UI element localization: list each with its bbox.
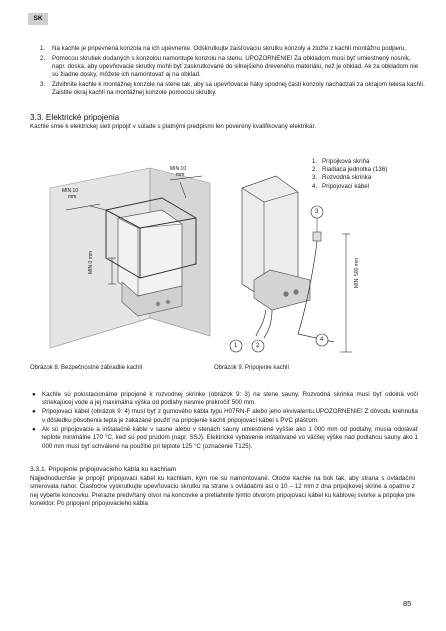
bullet-item: ● Ak sú pripojovacie a inštalačné káble v saune alebo v stenách sauny umiestnené vyššie ako 1 000 mm od podlahy, musia odolávať teplote minimálne 170 °C, keď sú pod prúdom (napr. SSJ). Elektrické vybavenie inštalované vo väčšej výške nad podlahou sauny ako 1 000 mm musí byť schválené na použitie pri teplote 125 °C (označenie T125).	[32, 425, 418, 450]
callout-3: 3	[315, 209, 319, 215]
requirements-list	[30, 391, 418, 452]
subsection-title: 3.3.1. Pripojenie pripojovacieho kábla ku kachliam	[30, 466, 177, 473]
step-number: 3.	[40, 81, 46, 88]
section-paragraph: Kachle smie k elektrickej sieti pripojiť v súlade s platnými predpismi len poverený kvalifikovaný elektrikár.	[30, 123, 317, 130]
bullet-item: ● Kachle sú polostacionárne pripojené k rozvodnej skrinke (obrázok 9: 3) na stene sauny. Rozvodná skrinka musí byť odolná voči striekajúcej vode a jej maximálna výška od podlahy nesmie prekročiť 500 mm.	[32, 391, 418, 407]
safety-rail-drawing	[30, 158, 220, 356]
figure-8-caption: Obrázok 8. Bezpečnostné zábradlie kachlí	[30, 365, 143, 371]
dimension-label-height: MIN. 500 mm	[354, 257, 360, 288]
step-text: Zdvihnite kachle k montážnej konzole na stene tak, aby sa upevňovacie háky spodnej časti konzoly nachádzali za okrajom telesa kachlí. Zaistite okraj kachlí na montážnej konzole pomocou skrutky.	[52, 81, 425, 97]
step-text: Na kachle je pripevnená konzola na ich upevnenie. Odskrutkujte zaisťovaciu skrutku konzoly a zložte z kachlí montážnu podperu.	[52, 45, 407, 52]
step-number: 1.	[40, 45, 46, 52]
dimension-label-right: MIN 10 mm	[170, 166, 187, 178]
section-title: 3.3. Elektrické pripojenia	[30, 113, 120, 122]
page-number: 85	[403, 599, 412, 608]
dimension-label-left: MIN 10 mm	[62, 188, 79, 200]
step-text: Pomocou skrutiek dodaných s konzolou namontujte konzolu na stenu. UPOZORNENIE! Za obkladom musí byť umiestnený nosník, napr. doska, aby upevňovacie skrutky mohli byť zaskrutkované do silnejšieho dreveného materiálu, než je obklad. Ak za obkladom nie sú žiadne dosky, môžete ich namontovať aj na obklad.	[52, 54, 419, 79]
figure-safety-rail	[30, 158, 220, 356]
language-tab: SK	[28, 13, 48, 25]
legend-item: 3. Rozvodná skrinka	[312, 174, 372, 182]
figure-9-caption: Obrázok 9. Pripojenie kachlí	[214, 365, 290, 371]
dimension-label-vertical: MIN 0 mm	[88, 250, 94, 274]
bullet-item: ● Pripojovací kábel (obrázok 9: 4) musí byť z gumového kábla typu H07RN-F alebo jeho ekvivalentu.UPOZORNENIE! Z dôvodu krehnutia v dôsledku pôsobenia tepla je zakázané použiť na pripojenie kachlí pripojovací kábel s PVC plášťom.	[32, 408, 418, 424]
step-item	[40, 81, 425, 98]
legend-item: 2. Riadiaca jednotka (136)	[312, 166, 388, 174]
step-item	[40, 55, 425, 80]
bullet-icon: ●	[32, 408, 36, 416]
subsection-paragraph: Najjednoduchšie je pripojiť pripojovací kábel ku kachliam, kým nie sú namontované. Otočte kachle na bok tak, aby strana s ovládačmi smerovala nahor. Čiastočne vyskrutkujte upevňovaciu skrutku na strane s ovládačmi asi o 10 – 12 mm z dna prípojkovej skrine a opatrne z nej vyberte koncovku. Prerazte predvŕtaný otvor na koncovke a pretiahnite týmto otvorom pripojovací kábel ku káblovej svorke a pripojke pre konektor. Po pripojení pripojovacieho kábla	[30, 475, 415, 508]
bullet-icon: ●	[32, 425, 36, 433]
step-number: 2.	[40, 54, 46, 62]
callout-2: 2	[256, 343, 260, 349]
legend-item: 1. Prípojková skriňa	[312, 158, 370, 165]
legend-item: 4. Pripojovací kábel	[312, 182, 370, 190]
step-item	[40, 45, 425, 53]
callout-1: 1	[234, 343, 238, 349]
installation-steps	[40, 45, 425, 99]
figure-legend	[312, 158, 422, 191]
bullet-icon: ●	[32, 391, 36, 398]
callout-4: 4	[320, 337, 324, 343]
